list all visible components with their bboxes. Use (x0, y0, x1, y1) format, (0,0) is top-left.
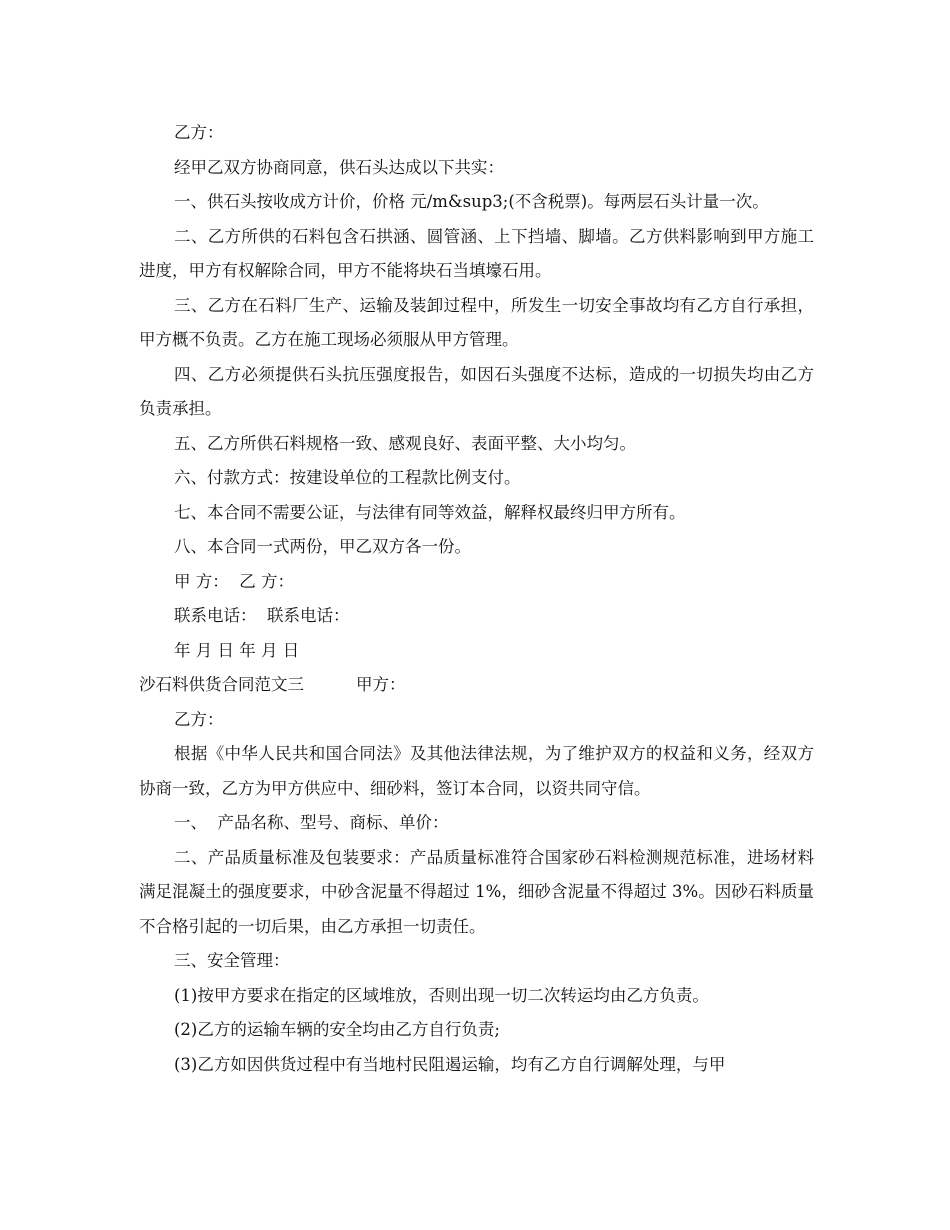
section-title-line (139, 668, 814, 703)
clause-6-payment: 六、付款方式：按建设单位的工程款比例支付。 (174, 468, 521, 487)
signature-dates: 年 月 日 年 月 日 (174, 640, 300, 660)
signature-phones: 联系电话： 联系电话： (174, 606, 350, 625)
clause-4-strength-report: 四、乙方必须提供石头抗压强度报告，如因石头强度不达标，造成的一切损失均由乙方负责承担。 (139, 364, 814, 418)
section3-clause-2-quality: 二、产品质量标准及包装要求：产品质量标准符合国家砂石料检测规范标准，进场材料满足混凝土的强度要求，中砂含泥量不得超过 1%，细砂含泥量不得超过 3%。因砂石料质量不合格引起的一切后果，由乙方承担一切责任。 (139, 847, 814, 936)
section3-safety-item-2: (2)乙方的运输车辆的安全均由乙方自行负责; (174, 1020, 500, 1039)
clause-3-safety: 三、乙方在石料厂生产、运输及装卸过程中，所发生一切安全事故均有乙方自行承担，甲方概不负责。乙方在施工现场必须服从甲方管理。 (139, 295, 814, 349)
section3-safety-item-1: (1)按甲方要求在指定的区域堆放，否则出现一切二次转运均由乙方负责。 (174, 985, 709, 1005)
clause-7-notarization: 七、本合同不需要公证，与法律有同等效益，解释权最终归甲方所有。 (174, 502, 686, 522)
signature-parties: 甲 方： 乙 方： (174, 571, 294, 591)
section-party-a: 甲方： (356, 675, 406, 694)
clause-2-materials: 二、乙方所供的石料包含石拱涵、圆管涵、上下挡墙、脚墙。乙方供料影响到甲方施工进度，甲方有权解除合同，甲方不能将块石当填壕石用。 (139, 226, 814, 280)
clause-1-pricing: 一、供石头按收成方计价，价格 元/m&sup3;(不含税票)。每两层石头计量一次。 (174, 192, 769, 211)
agreement-intro: 经甲乙双方协商同意，供石头达成以下共实： (174, 157, 504, 177)
document-body (139, 116, 814, 1082)
section3-clause-3-safety: 三、安全管理： (174, 951, 290, 970)
section3-safety-item-3: (3)乙方如因供货过程中有当地村民阻遏运输，均有乙方自行调解处理，与甲 (174, 1054, 726, 1074)
clause-5-specification: 五、乙方所供石料规格一致、感观良好、表面平整、大小均匀。 (174, 433, 636, 453)
party-b-label: 乙方： (174, 123, 224, 142)
section-title: 沙石料供货合同范文三 (139, 675, 304, 694)
section3-preamble: 根据《中华人民共和国合同法》及其他法律法规，为了维护双方的权益和义务，经双方协商一致，乙方为甲方供应中、细砂料，签订本合同，以资共同守信。 (139, 744, 814, 798)
section3-clause-1-product: 一、 产品名称、型号、商标、单价： (174, 813, 449, 832)
clause-8-copies: 八、本合同一式两份，甲乙双方各一份。 (174, 537, 471, 556)
section3-party-b-label: 乙方： (174, 709, 224, 729)
